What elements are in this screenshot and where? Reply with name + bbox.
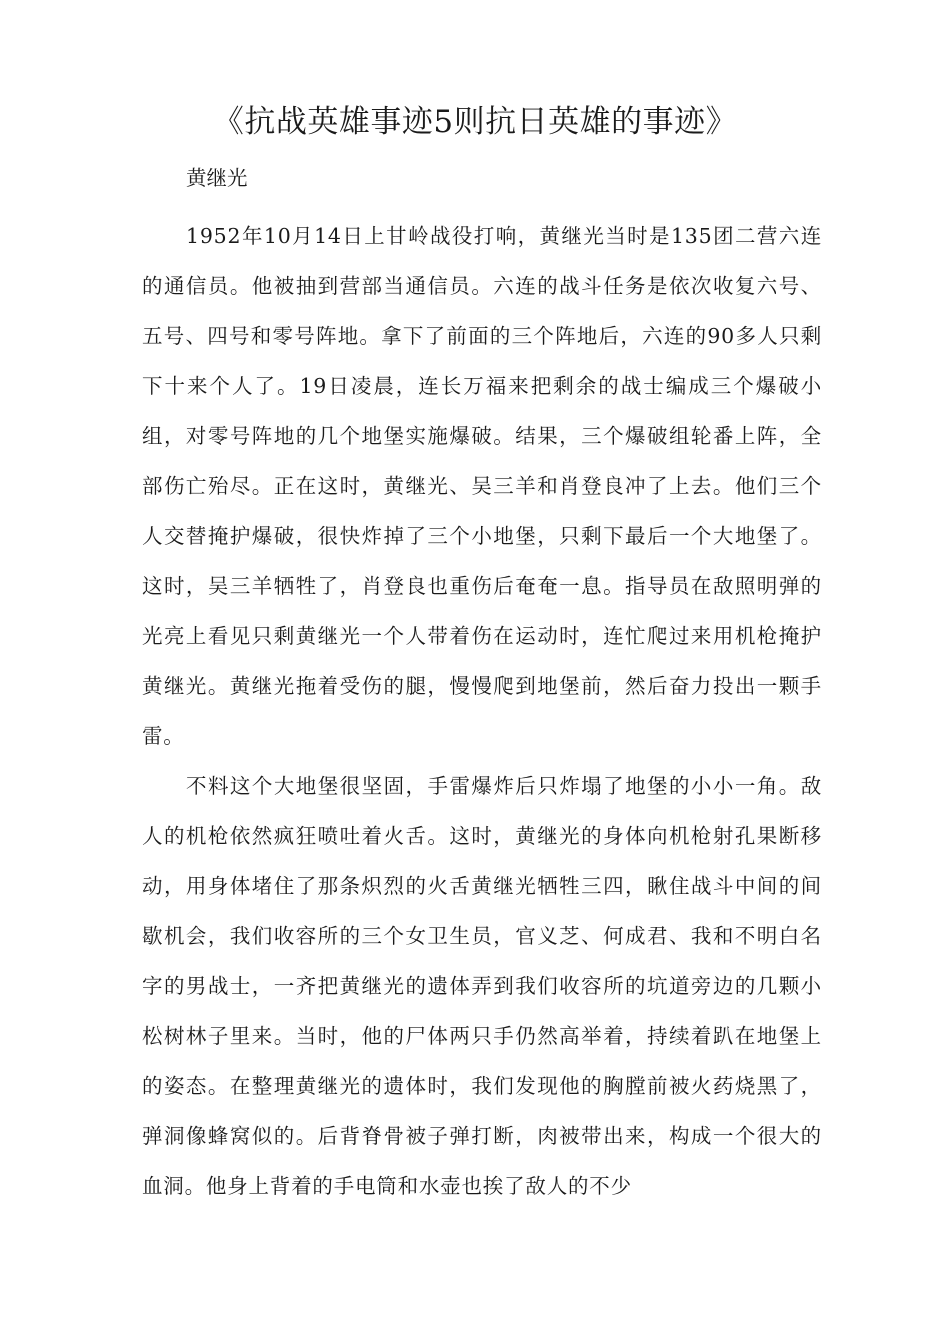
paragraph-2: 不料这个大地堡很坚固，手雷爆炸后只炸塌了地堡的小小一角。敌人的机枪依然疯狂喷吐着火舌。这时，黄继光的身体向机枪射孔果断移动，用身体堵住了那条炽烈的火舌黄继光牺牲三四，瞅住战斗中间的间歇机会，我们收容所的三个女卫生员，官义芝、何成君、我和不明白名字的男战士，一齐把黄继光的遗体弄到我们收容所的坑道旁边的几颗小松树林子里来。当时，他的尸体两只手仍然高举着，持续着趴在地堡上的姿态。在整理黄继光的遗体时，我们发现他的胸膛前被火药烧黑了，弹洞像蜂窝似的。后背脊骨被子弹打断，肉被带出来，构成一个很大的血洞。他身上背着的手电筒和水壶也挨了敌人的不少 xyxy=(142,774,822,1198)
document-body xyxy=(142,211,822,1211)
section-heading: 黄继光 xyxy=(186,166,248,190)
paragraph-1: 1952年10月14日上甘岭战役打响，黄继光当时是135团二营六连的通信员。他被抽到营部当通信员。六连的战斗任务是依次收复六号、五号、四号和零号阵地。拿下了前面的三个阵地后，六连的90多人只剩下十来个人了。19日凌晨，连长万福来把剩余的战士编成三个爆破小组，对零号阵地的几个地堡实施爆破。结果，三个爆破组轮番上阵，全部伤亡殆尽。正在这时，黄继光、吴三羊和肖登良冲了上去。他们三个人交替掩护爆破，很快炸掉了三个小地堡，只剩下最后一个大地堡了。这时，吴三羊牺牲了，肖登良也重伤后奄奄一息。指导员在敌照明弹的光亮上看见只剩黄继光一个人带着伤在运动时，连忙爬过来用机枪掩护黄继光。黄继光拖着受伤的腿，慢慢爬到地堡前，然后奋力投出一颗手雷。 xyxy=(142,224,822,748)
document-title: 《抗战英雄事迹5则抗日英雄的事迹》 xyxy=(212,104,738,140)
